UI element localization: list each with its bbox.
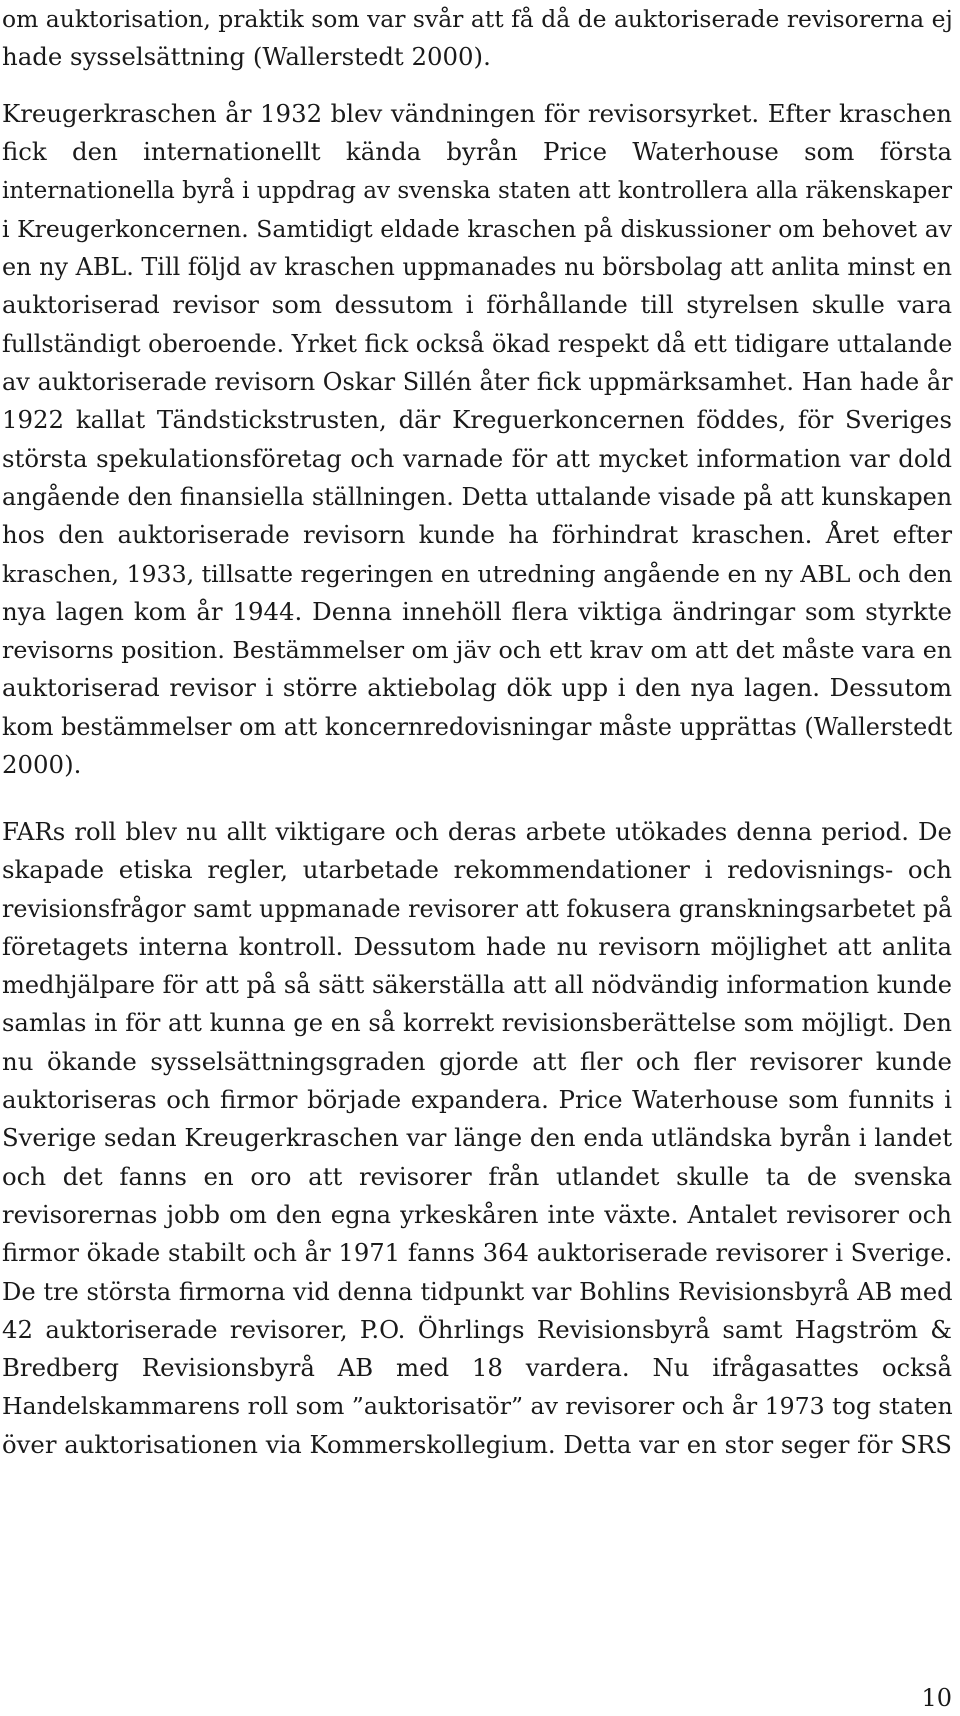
text-line: över auktorisationen via Kommerskollegium. Detta var en stor seger för SRS	[2, 1429, 952, 1459]
text-line: medhjälpare för att på så sätt säkerställa att all nödvändig information kunde	[2, 971, 952, 1000]
text-line: i Kreugerkoncernen. Samtidigt eldade kraschen på diskussioner om behovet av	[2, 214, 952, 243]
page-number: 10	[921, 1684, 952, 1712]
text-line: Kreugerkraschen år 1932 blev vändningen för revisorsyrket. Efter kraschen	[2, 99, 952, 128]
text-line: om auktorisation, praktik som var svår att få då de auktoriserade revisorerna ej	[2, 5, 953, 33]
text-line: av auktoriserade revisorn Oskar Sillén åter fick uppmärksamhet. Han hade år	[2, 368, 953, 397]
text-line: hos den auktoriserade revisorn kunde ha förhindrat kraschen. Året efter	[2, 520, 952, 550]
text-line: Bredberg Revisionsbyrå AB med 18 vardera. Nu ifrågasattes också	[2, 1353, 952, 1383]
text-line: kom bestämmelser om att koncernredovisningar måste upprättas (Wallerstedt	[2, 712, 953, 741]
text-line: skapade etiska regler, utarbetade rekommendationer i redovisnings- och	[2, 855, 952, 885]
text-line: nu ökande sysselsättningsgraden gjorde att fler och fler revisorer kunde	[2, 1046, 952, 1076]
text-line: auktoriserad revisor som dessutom i förhållande till styrelsen skulle vara	[2, 290, 952, 320]
paragraph-intro	[2, 0, 952, 77]
paragraph-kreuger-crash	[2, 95, 952, 784]
text-line: nya lagen kom år 1944. Denna innehöll flera viktiga ändringar som styrkte	[2, 596, 952, 626]
text-line: 42 auktoriserade revisorer, P.O. Öhrlings Revisionsbyrå samt Hagström &	[2, 1314, 952, 1344]
text-line: 2000).	[2, 750, 82, 780]
text-line: auktoriserad revisor i större aktiebolag dök upp i den nya lagen. Dessutom	[2, 673, 952, 703]
text-line: auktoriseras och firmor började expandera. Price Waterhouse som funnits i	[2, 1085, 952, 1115]
text-line: revisionsfrågor samt uppmanade revisorer att fokusera granskningsarbetet på	[2, 894, 953, 923]
text-line: hade sysselsättning (Wallerstedt 2000).	[2, 42, 491, 72]
text-line: angående den finansiella ställningen. Detta uttalande visade på att kunskapen	[2, 482, 953, 511]
text-line: och det fanns en oro att revisorer från utlandet skulle ta de svenska	[2, 1161, 952, 1191]
text-line: fick den internationellt kända byrån Price Waterhouse som första	[2, 137, 952, 167]
text-line: firmor ökade stabilt och år 1971 fanns 364 auktoriserade revisorer i Sverige.	[2, 1238, 953, 1268]
text-line: revisorns position. Bestämmelser om jäv och ett krav om att det måste vara en	[2, 636, 953, 665]
text-line: kraschen, 1933, tillsatte regeringen en utredning angående en ny ABL och den	[2, 559, 953, 588]
text-line: revisorernas jobb om den egna yrkeskåren inte växte. Antalet revisorer och	[2, 1199, 952, 1229]
text-line: en ny ABL. Till följd av kraschen uppmanades nu börsbolag att anlita minst en	[2, 253, 952, 282]
text-line: företagets interna kontroll. Dessutom hade nu revisorn möjlighet att anlita	[2, 931, 952, 961]
text-line: De tre största firmorna vid denna tidpunkt var Bohlins Revisionsbyrå AB med	[2, 1277, 953, 1306]
text-line: internationella byrå i uppdrag av svenska staten att kontrollera alla räkenskaper	[2, 177, 952, 204]
text-line: samlas in för att kunna ge en så korrekt revisionsberättelse som möjligt. Den	[2, 1009, 952, 1038]
text-line: största spekulationsföretag och varnade för att mycket information var dold	[2, 443, 952, 473]
paragraph-far-role	[2, 813, 952, 1464]
text-line: FARs roll blev nu allt viktigare och deras arbete utökades denna period. De	[2, 817, 952, 846]
text-line: Handelskammarens roll som ”auktorisatör” av revisorer och år 1973 tog staten	[2, 1392, 953, 1421]
text-line: Sverige sedan Kreugerkraschen var länge den enda utländska byrån i landet	[2, 1123, 952, 1153]
text-line: 1922 kallat Tändstickstrusten, där Kreguerkoncernen föddes, för Sveriges	[2, 405, 952, 435]
text-line: fullständigt oberoende. Yrket fick också ökad respekt då ett tidigare uttalande	[2, 329, 953, 358]
